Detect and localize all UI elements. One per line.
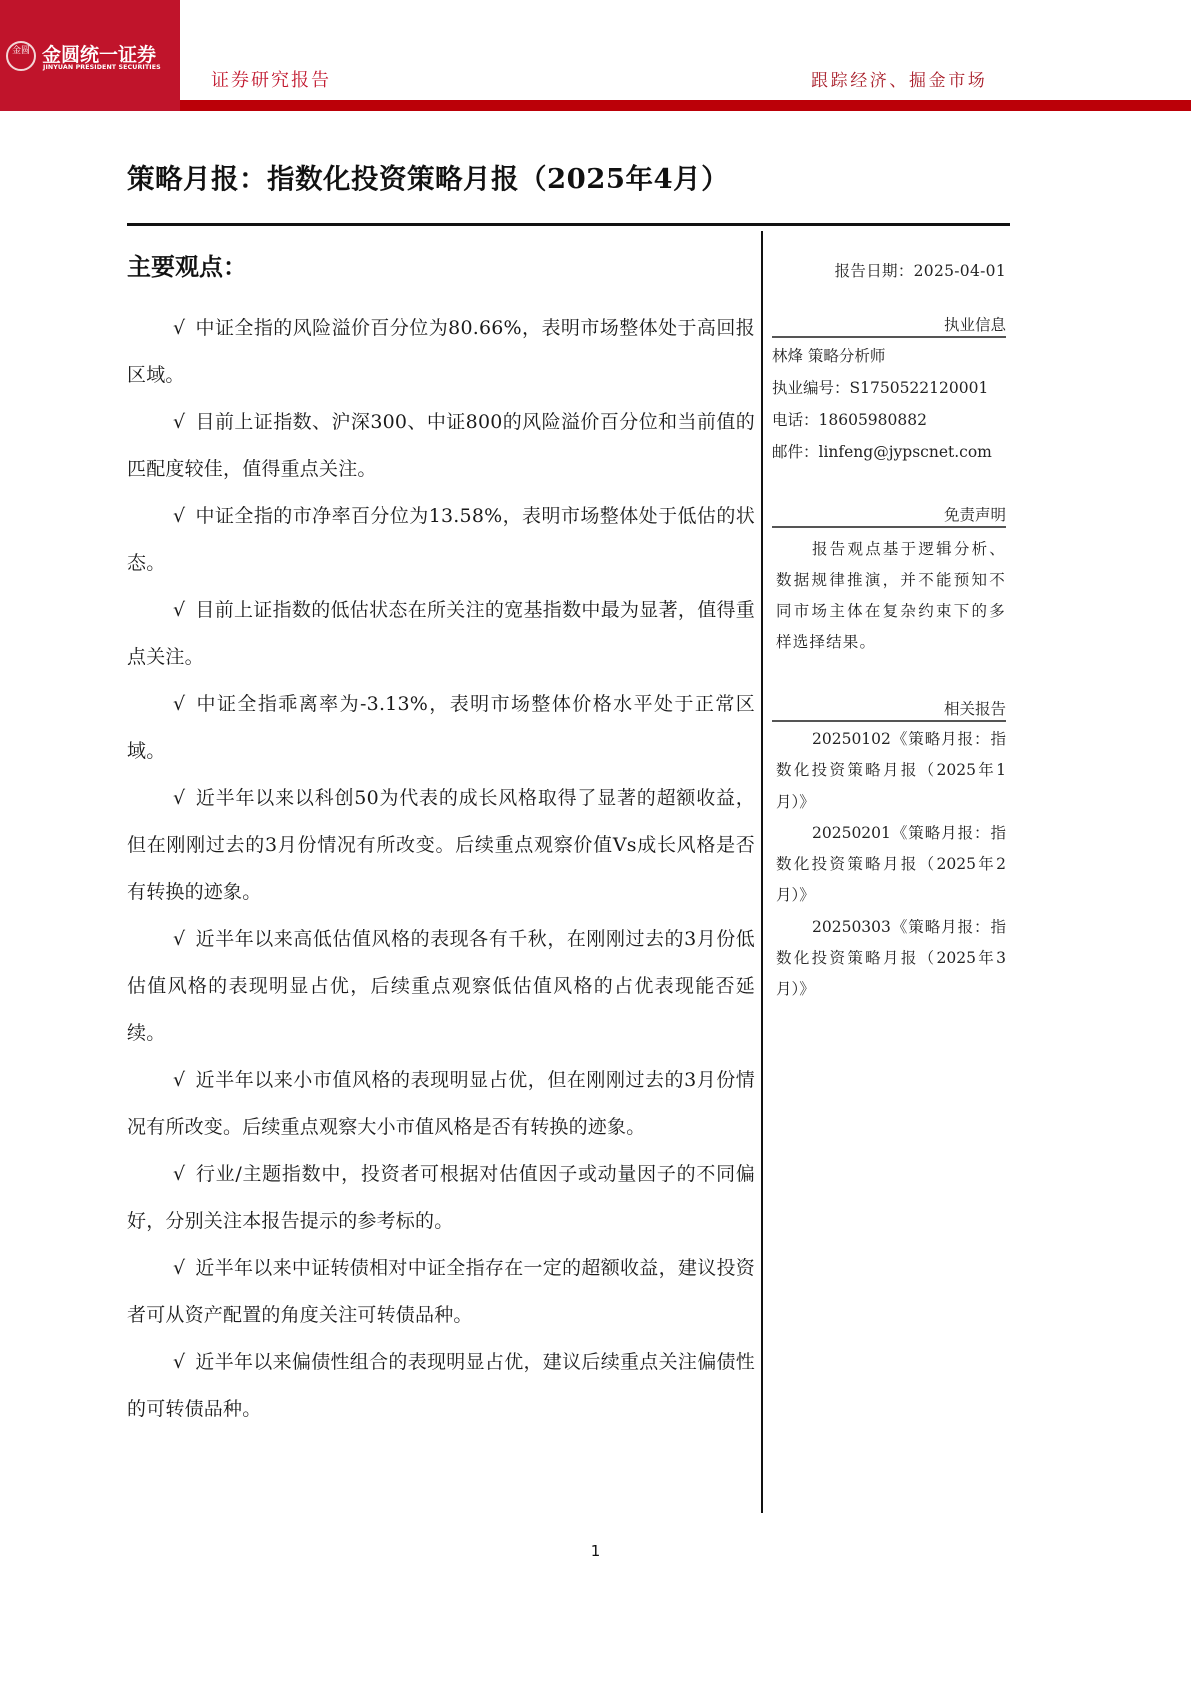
report-type-label: 证券研究报告 xyxy=(211,70,331,91)
check-icon: √ xyxy=(173,1351,186,1373)
key-point: √ 行业/主题指数中，投资者可根据对估值因子或动量因子的不同偏好，分别关注本报告提示的参考标的。 xyxy=(127,1163,755,1232)
key-point: √ 近半年以来以科创50为代表的成长风格取得了显著的超额收益，但在刚刚过去的3月份情况有所改变。后续重点观察价值Vs成长风格是否有转换的迹象。 xyxy=(127,787,755,903)
key-points-list xyxy=(127,305,755,1433)
brand-logo xyxy=(0,0,180,111)
check-icon: √ xyxy=(173,1257,186,1279)
header-slogan: 跟踪经济、掘金市场 xyxy=(811,71,988,91)
key-point: √ 中证全指乖离率为-3.13%，表明市场整体价格水平处于正常区域。 xyxy=(127,693,755,762)
column-divider xyxy=(761,231,763,1513)
main-column xyxy=(127,250,755,1433)
related-report-link[interactable]: 20250303《策略月报：指数化投资策略月报（2025年3月）》 xyxy=(776,917,1006,999)
title-divider xyxy=(127,223,1010,226)
analyst-phone: 电话：18605980882 xyxy=(772,411,927,429)
check-icon: √ xyxy=(173,505,186,527)
key-point: √ 近半年以来小市值风格的表现明显占优，但在刚刚过去的3月份情况有所改变。后续重点观察大小市值风格是否有转换的迹象。 xyxy=(127,1069,755,1138)
sidebar xyxy=(772,258,1006,1006)
check-icon: √ xyxy=(173,693,186,715)
check-icon: √ xyxy=(173,1069,186,1091)
header-red-bar xyxy=(180,100,1191,111)
related-report-link[interactable]: 20250201《策略月报：指数化投资策略月报（2025年2月）》 xyxy=(776,823,1006,905)
check-icon: √ xyxy=(173,411,186,433)
check-icon: √ xyxy=(173,928,186,950)
related-report-link[interactable]: 20250102《策略月报：指数化投资策略月报（2025年1月）》 xyxy=(776,730,1006,811)
key-point: √ 目前上证指数的低估状态在所关注的宽基指数中最为显著，值得重点关注。 xyxy=(127,599,755,668)
check-icon: √ xyxy=(173,599,186,621)
report-date: 报告日期：2025-04-01 xyxy=(834,262,1006,280)
logo-name-cn: 金圆统一证券 xyxy=(42,44,157,66)
check-icon: √ xyxy=(173,787,186,809)
document-title: 策略月报：指数化投资策略月报（2025年4月） xyxy=(127,163,730,195)
check-icon: √ xyxy=(173,1163,186,1185)
key-point: √ 近半年以来高低估值风格的表现各有千秋，在刚刚过去的3月份低估值风格的表现明显占优，后续重点观察低估值风格的占优表现能否延续。 xyxy=(127,928,755,1044)
disclaimer-text: 报告观点基于逻辑分析、数据规律推演，并不能预知不同市场主体在复杂约束下的多样选择结果。 xyxy=(776,540,1006,651)
analyst-info-heading: 执业信息 xyxy=(772,312,1006,338)
logo-name-en: JINYUAN PRESIDENT SECURITIES xyxy=(43,64,161,71)
key-points-heading: 主要观点： xyxy=(127,252,247,281)
disclaimer-heading: 免责声明 xyxy=(772,502,1006,528)
check-icon: √ xyxy=(173,317,186,339)
key-point: √ 中证全指的市净率百分位为13.58%，表明市场整体处于低估的状态。 xyxy=(127,505,755,574)
analyst-license: 执业编号：S1750522120001 xyxy=(772,379,989,397)
analyst-name-title: 林烽 策略分析师 xyxy=(772,347,886,365)
related-reports-heading: 相关报告 xyxy=(772,696,1006,722)
key-point: √ 中证全指的风险溢价百分位为80.66%，表明市场整体处于高回报区域。 xyxy=(127,317,755,386)
key-point: √ 近半年以来中证转债相对中证全指存在一定的超额收益，建议投资者可从资产配置的角度关注可转债品种。 xyxy=(127,1257,755,1326)
key-point: √ 目前上证指数、沪深300、中证800的风险溢价百分位和当前值的匹配度较佳，值得重点关注。 xyxy=(127,411,755,480)
key-point: √ 近半年以来偏债性组合的表现明显占优，建议后续重点关注偏债性的可转债品种。 xyxy=(127,1351,755,1420)
page-number: 1 xyxy=(590,1542,601,1560)
logo-emblem-icon: 金圆 xyxy=(6,41,36,71)
analyst-email[interactable]: 邮件：linfeng@jypscnet.com xyxy=(772,443,992,461)
